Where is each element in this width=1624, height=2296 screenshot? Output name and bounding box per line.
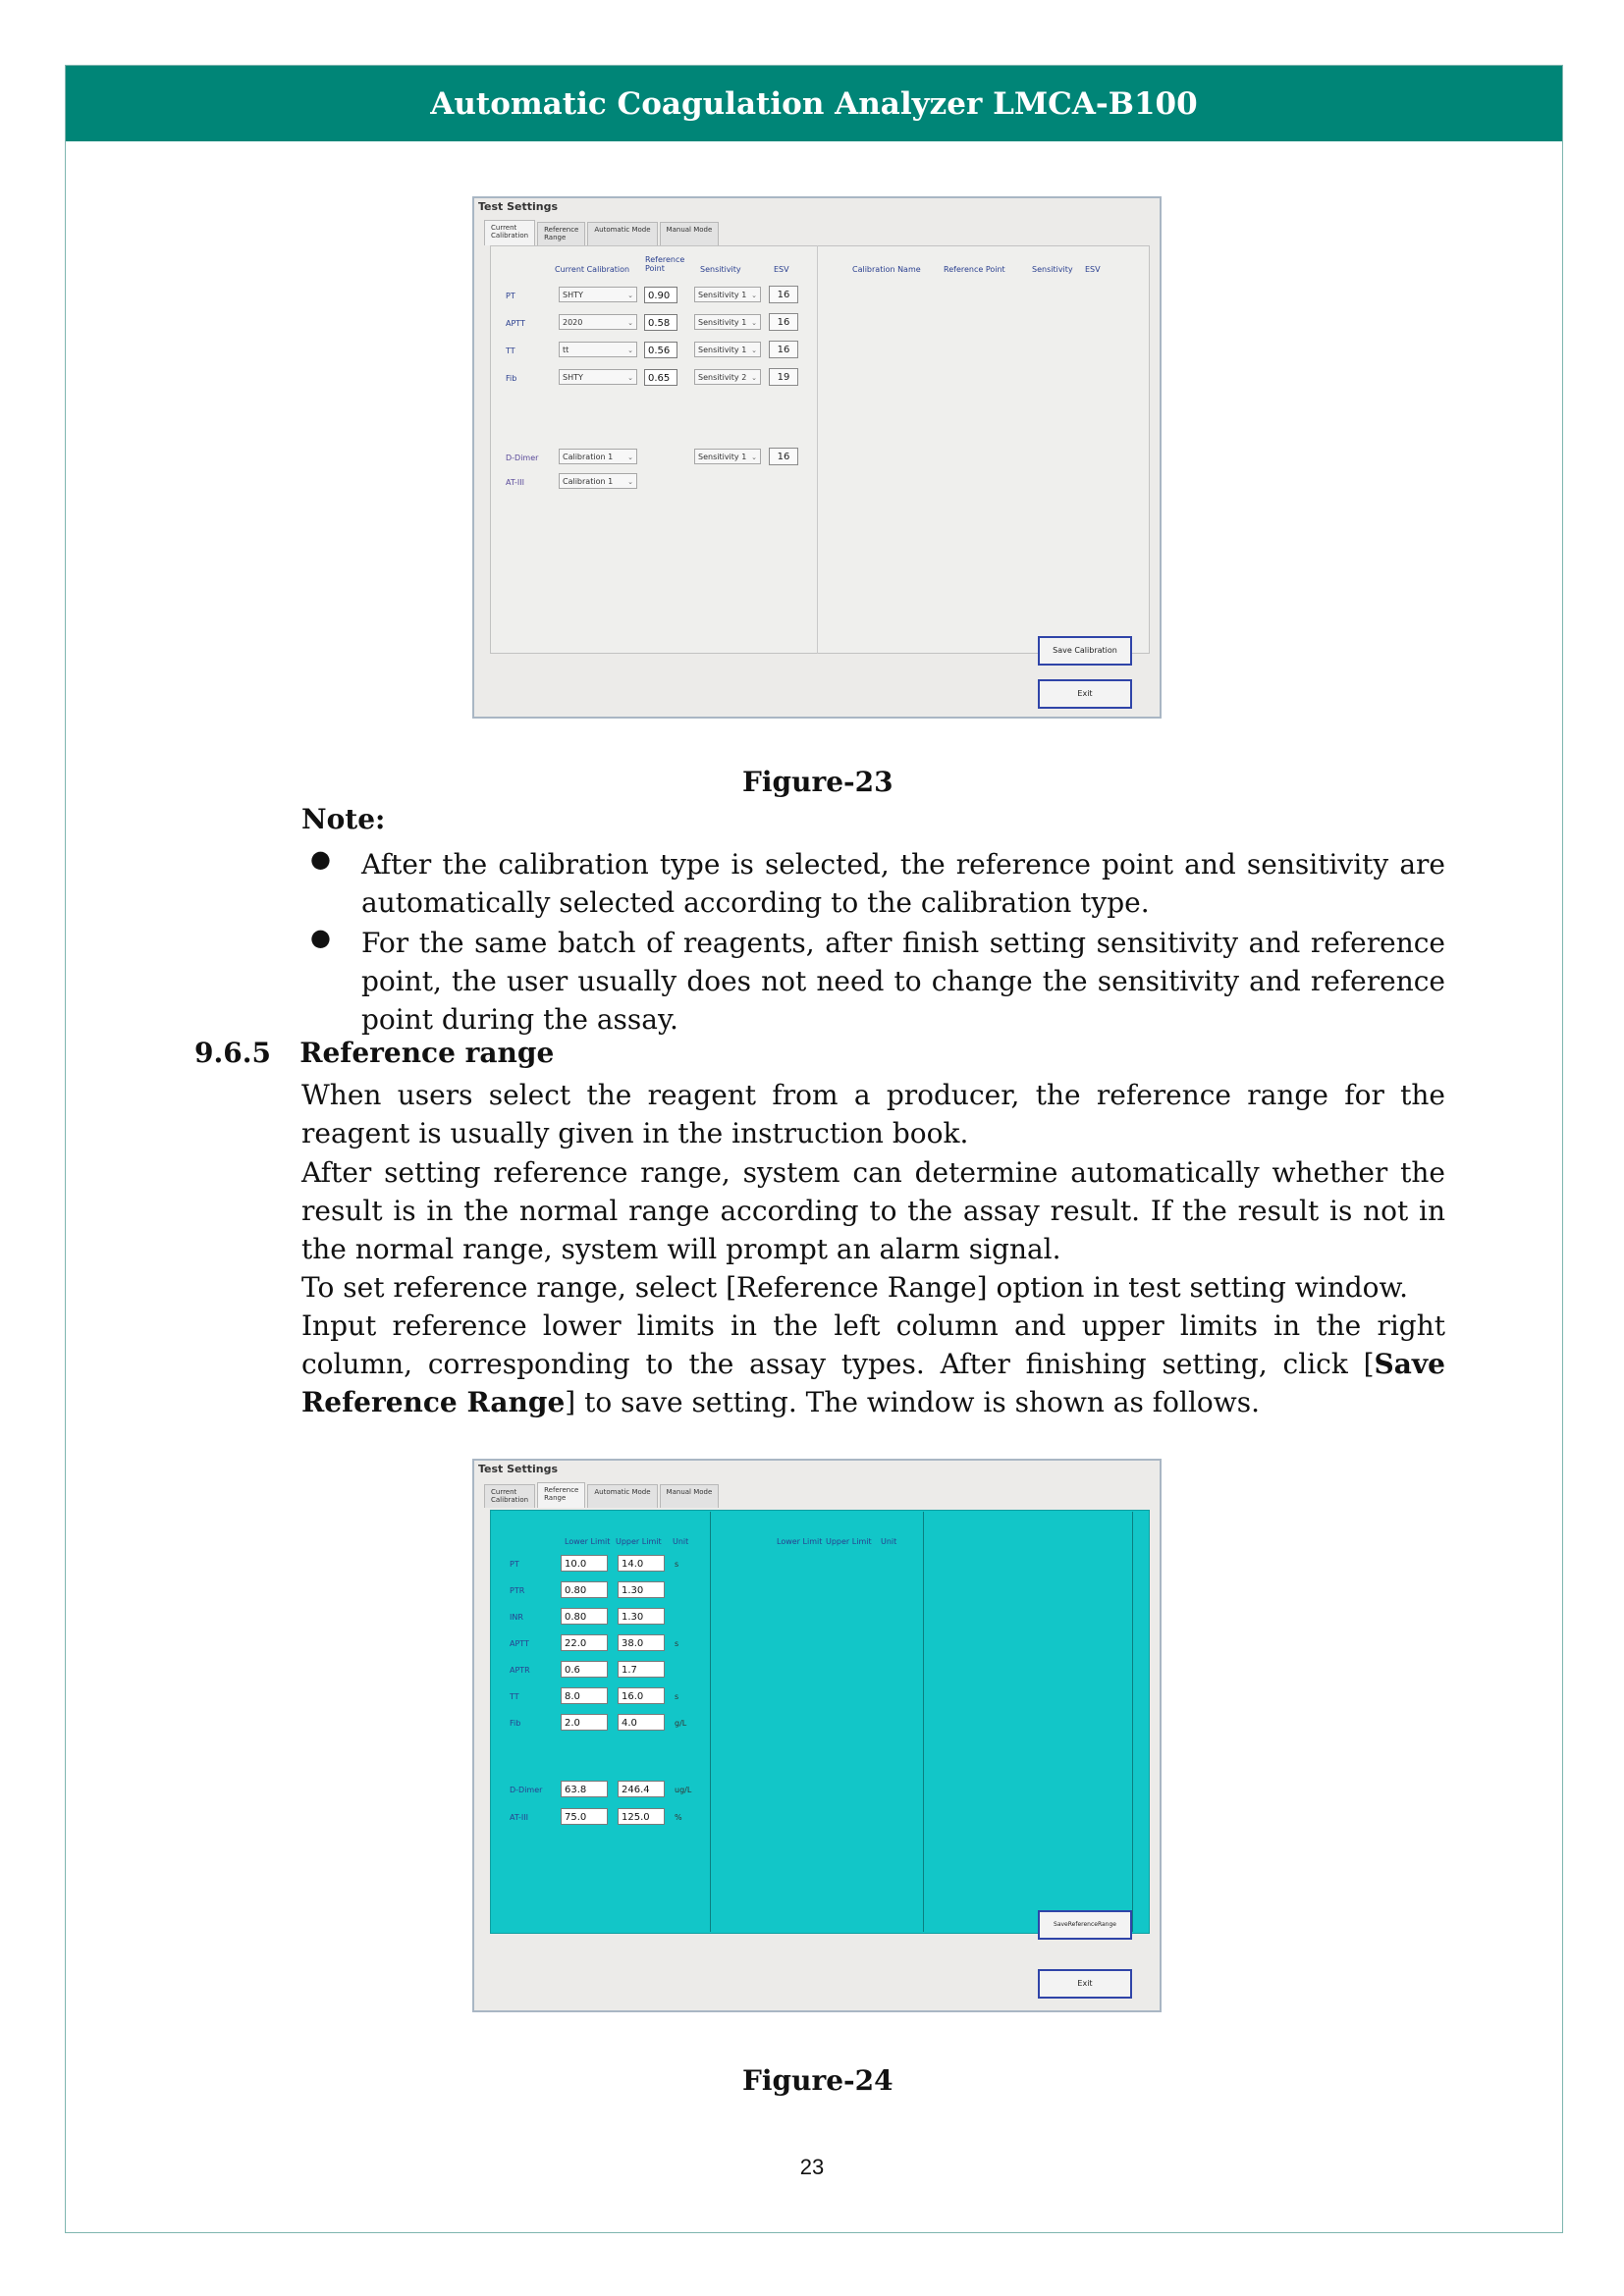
calibration-select[interactable] bbox=[559, 369, 637, 385]
unit-label: g/L bbox=[675, 1719, 687, 1728]
row-label: Fib bbox=[506, 374, 517, 383]
tab-current-calibration[interactable]: Current Calibration bbox=[484, 1484, 535, 1508]
esv-value: 16 bbox=[769, 448, 798, 465]
exit-button[interactable]: Exit bbox=[1038, 679, 1132, 709]
lower-limit-input[interactable]: 22.0 bbox=[561, 1634, 608, 1651]
selected-value: SHTY bbox=[563, 291, 583, 299]
selected-value: tt bbox=[563, 346, 569, 354]
esv-value: 16 bbox=[769, 286, 798, 303]
upper-limit-input[interactable]: 14.0 bbox=[618, 1555, 665, 1572]
tab-manual-mode[interactable]: Manual Mode bbox=[660, 1484, 720, 1508]
esv-value: 16 bbox=[769, 313, 798, 331]
sensitivity-select[interactable] bbox=[694, 287, 761, 302]
lower-limit-input[interactable]: 75.0 bbox=[561, 1808, 608, 1825]
lower-limit-input[interactable]: 2.0 bbox=[561, 1714, 608, 1731]
esv-value: 19 bbox=[769, 368, 798, 386]
calibration-select[interactable] bbox=[559, 449, 637, 464]
calibration-select[interactable] bbox=[559, 342, 637, 357]
chevron-down-icon: ⌄ bbox=[627, 319, 633, 327]
column-header-upper-limit: Upper Limit bbox=[616, 1537, 662, 1546]
selected-value: Calibration 1 bbox=[563, 477, 614, 486]
row-label: AT-III bbox=[506, 478, 524, 487]
unit-label: s bbox=[675, 1560, 679, 1569]
sensitivity-select[interactable] bbox=[694, 449, 761, 464]
row-label: PT bbox=[506, 292, 515, 300]
calibration-select[interactable] bbox=[559, 287, 637, 302]
upper-limit-input[interactable]: 125.0 bbox=[618, 1808, 665, 1825]
section-paragraph: When users select the reagent from a producer, the reference range for the reagent is usually given in the instruction book. bbox=[301, 1079, 1445, 1149]
lower-limit-input[interactable]: 10.0 bbox=[561, 1555, 608, 1572]
paragraph-text: Input reference lower limits in the left column and upper limits in the right column, corresponding to the assay types. After finishing setting, click [ bbox=[301, 1309, 1445, 1380]
sensitivity-select[interactable] bbox=[694, 369, 761, 385]
row-label: TT bbox=[506, 347, 515, 355]
section-paragraph: To set reference range, select [Reference Range] option in test setting window. bbox=[301, 1271, 1409, 1304]
bullet-icon: ● bbox=[310, 924, 331, 951]
tab-reference-range[interactable]: Reference Range bbox=[537, 1482, 585, 1508]
tab-bar bbox=[484, 220, 721, 245]
emphasis-text: Save Reference Range bbox=[301, 1348, 1445, 1418]
paragraph-text: ] to save setting. The window is shown as follows. bbox=[565, 1386, 1260, 1418]
row-label: APTR bbox=[510, 1666, 530, 1675]
upper-limit-input[interactable]: 16.0 bbox=[618, 1687, 665, 1704]
chevron-down-icon: ⌄ bbox=[627, 374, 633, 382]
chevron-down-icon: ⌄ bbox=[627, 347, 633, 354]
row-label: PTR bbox=[510, 1586, 525, 1595]
chevron-down-icon: ⌄ bbox=[627, 454, 633, 461]
section-paragraph bbox=[301, 1307, 1445, 1421]
column-header-unit: Unit bbox=[673, 1537, 689, 1546]
upper-limit-input[interactable]: 1.30 bbox=[618, 1581, 665, 1598]
chevron-down-icon: ⌄ bbox=[627, 478, 633, 486]
selected-value: Calibration 1 bbox=[563, 453, 614, 461]
section-paragraph: After setting reference range, system can determine automatically whether the result is in the normal range according to the assay result. If the result is not in the normal range, system will prompt an alarm signal. bbox=[301, 1156, 1445, 1265]
chevron-down-icon: ⌄ bbox=[751, 374, 757, 382]
right-column-upper-limit: Upper Limit bbox=[826, 1537, 872, 1546]
panel-divider bbox=[817, 245, 818, 654]
chevron-down-icon: ⌄ bbox=[751, 347, 757, 354]
selected-value: Sensitivity 2 bbox=[698, 373, 747, 382]
document-title: Automatic Coagulation Analyzer LMCA-B100 bbox=[430, 85, 1198, 122]
figure-caption: Figure-24 bbox=[742, 2064, 893, 2097]
esv-value: 16 bbox=[769, 341, 798, 358]
figure-23-screenshot bbox=[472, 196, 1162, 719]
row-label: APTT bbox=[506, 319, 525, 328]
right-column-unit: Unit bbox=[881, 1537, 897, 1546]
row-label: AT-III bbox=[510, 1813, 528, 1822]
column-header-lower-limit: Lower Limit bbox=[565, 1537, 611, 1546]
right-column-esv: ESV bbox=[1085, 265, 1101, 274]
note-heading: Note: bbox=[301, 803, 386, 835]
unit-label: s bbox=[675, 1639, 679, 1648]
lower-limit-input[interactable]: 0.80 bbox=[561, 1581, 608, 1598]
tab-current-calibration[interactable]: Current Calibration bbox=[484, 220, 535, 245]
selected-value: SHTY bbox=[563, 373, 583, 382]
column-header-sensitivity: Sensitivity bbox=[700, 265, 741, 274]
page-number: 23 bbox=[799, 2155, 825, 2179]
upper-limit-input[interactable]: 246.4 bbox=[618, 1781, 665, 1797]
column-header-current-calibration: Current Calibration bbox=[555, 265, 630, 274]
figure-24-screenshot bbox=[472, 1459, 1162, 2012]
row-label: APTT bbox=[510, 1639, 529, 1648]
tab-reference-range[interactable]: Reference Range bbox=[537, 222, 585, 245]
selected-value: Sensitivity 1 bbox=[698, 318, 747, 327]
lower-limit-input[interactable]: 8.0 bbox=[561, 1687, 608, 1704]
tab-manual-mode[interactable]: Manual Mode bbox=[660, 222, 720, 245]
calibration-select[interactable] bbox=[559, 314, 637, 330]
exit-button[interactable]: Exit bbox=[1038, 1969, 1132, 1999]
figure-caption: Figure-23 bbox=[742, 766, 893, 798]
unit-label: % bbox=[675, 1813, 682, 1822]
tab-automatic-mode[interactable]: Automatic Mode bbox=[587, 222, 657, 245]
save-calibration-button[interactable]: Save Calibration bbox=[1038, 636, 1132, 666]
chevron-down-icon: ⌄ bbox=[751, 454, 757, 461]
right-column-sensitivity: Sensitivity bbox=[1032, 265, 1073, 274]
upper-limit-input[interactable]: 1.7 bbox=[618, 1661, 665, 1678]
sensitivity-select[interactable] bbox=[694, 314, 761, 330]
selected-value: Sensitivity 1 bbox=[698, 346, 747, 354]
upper-limit-input[interactable]: 4.0 bbox=[618, 1714, 665, 1731]
column-header-esv: ESV bbox=[774, 265, 789, 274]
lower-limit-input[interactable]: 0.6 bbox=[561, 1661, 608, 1678]
tab-automatic-mode[interactable]: Automatic Mode bbox=[587, 1484, 657, 1508]
save-reference-range-button[interactable]: SaveReferenceRange bbox=[1038, 1910, 1132, 1940]
selected-value: 2020 bbox=[563, 318, 583, 327]
right-column-lower-limit: Lower Limit bbox=[777, 1537, 823, 1546]
selected-value: Sensitivity 1 bbox=[698, 291, 747, 299]
selected-value: Sensitivity 1 bbox=[698, 453, 747, 461]
right-column-calibration-name: Calibration Name bbox=[852, 265, 921, 274]
row-label: PT bbox=[510, 1560, 519, 1569]
reference-point-input[interactable]: 0.58 bbox=[644, 314, 677, 331]
panel-divider bbox=[1132, 1512, 1133, 1932]
sensitivity-select[interactable] bbox=[694, 342, 761, 357]
reference-point-input[interactable]: 0.56 bbox=[644, 342, 677, 358]
column-header-reference-point: Reference Point bbox=[645, 255, 685, 273]
chevron-down-icon: ⌄ bbox=[751, 292, 757, 299]
section-heading: 9.6.5 Reference range bbox=[194, 1037, 555, 1069]
row-label: Fib bbox=[510, 1719, 521, 1728]
panel-divider bbox=[923, 1512, 924, 1932]
row-label: D-Dimer bbox=[510, 1786, 543, 1794]
lower-limit-input[interactable]: 63.8 bbox=[561, 1781, 608, 1797]
calibration-select[interactable] bbox=[559, 473, 637, 489]
chevron-down-icon: ⌄ bbox=[751, 319, 757, 327]
upper-limit-input[interactable]: 38.0 bbox=[618, 1634, 665, 1651]
right-column-reference-point: Reference Point bbox=[944, 265, 1005, 274]
window-title: Test Settings bbox=[478, 1463, 559, 1475]
panel-divider bbox=[710, 1512, 711, 1932]
lower-limit-input[interactable]: 0.80 bbox=[561, 1608, 608, 1625]
upper-limit-input[interactable]: 1.30 bbox=[618, 1608, 665, 1625]
row-label: TT bbox=[510, 1692, 519, 1701]
reference-point-input[interactable]: 0.65 bbox=[644, 369, 677, 386]
window-title: Test Settings bbox=[478, 200, 559, 213]
note-bullet: For the same batch of reagents, after finish setting sensitivity and reference point, the user usually does not need to change the sensitivity and reference point during the assay. bbox=[361, 927, 1445, 1036]
note-bullet: After the calibration type is selected, the reference point and sensitivity are automatically selected according to the calibration type. bbox=[361, 848, 1445, 919]
chevron-down-icon: ⌄ bbox=[627, 292, 633, 299]
unit-label: ug/L bbox=[675, 1786, 692, 1794]
row-label: D-Dimer bbox=[506, 454, 539, 462]
reference-point-input[interactable]: 0.90 bbox=[644, 287, 677, 303]
tab-bar bbox=[484, 1482, 721, 1508]
bullet-icon: ● bbox=[310, 845, 331, 873]
row-label: INR bbox=[510, 1613, 523, 1622]
document-header bbox=[66, 66, 1562, 141]
unit-label: s bbox=[675, 1692, 679, 1701]
